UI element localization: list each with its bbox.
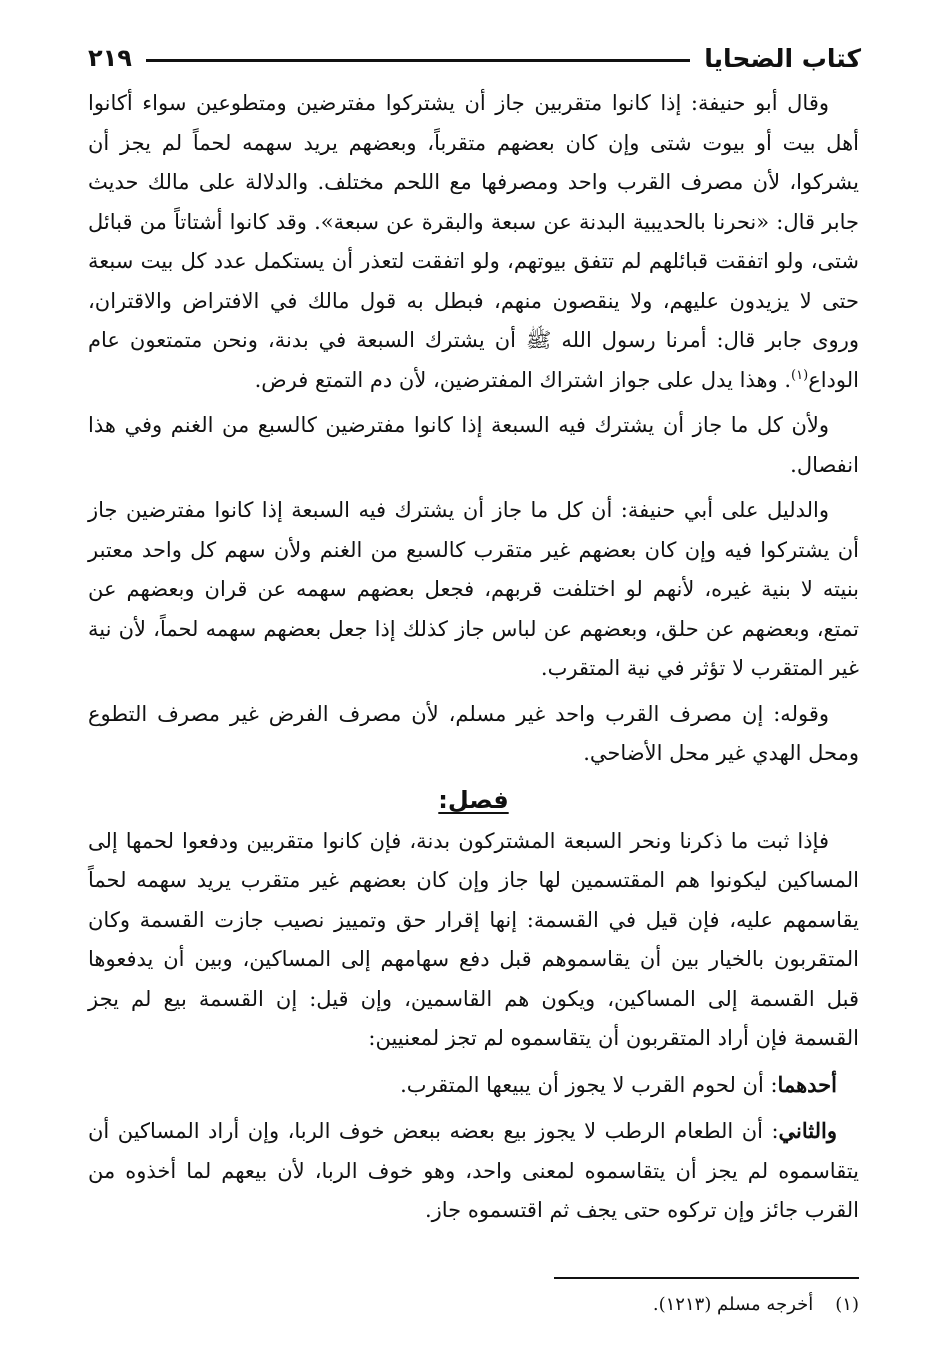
footnote-text: أخرجه مسلم (١٢١٣). (652, 1294, 814, 1315)
page-body (88, 84, 859, 1237)
item-1-text: : أن لحوم القرب لا يجوز أن يبيعها المتقرب. (400, 1072, 778, 1097)
paragraph-1-text: وقال أبو حنيفة: إذا كانوا متقربين جاز أن يشتركوا مفترضين ومتطوعين سواء أكانوا أهل بيت أو بيوت شتى وإن كان بعضهم متقرباً، وبعضهم يريد سهمه لحماً لم يجز أن يشركوا، لأن مصرف القرب واحد ومصرفها مع اللحم مختلف. والدلالة على مالك حديث جابر قال: «نحرنا بالحديبية البدنة عن سبعة والبقرة عن سبعة». وقد كانوا أشتاتاً من قبائل شتى، ولو اتفقت قبائلهم لم تتفق بيوتهم، ولو اتفقت لتعذر أن يستكمل عدد كل بيت سبعة حتى لا يزيدون عليهم، ولا ينقصون منهم، فبطل به قول مالك في الافتراض والاقتران، وروى جابر قال: أمرنا رسول الله ﷺ أن يشترك السبعة في بدنة، ونحن متمتعون عام الوداع (88, 91, 859, 392)
paragraph-1 (88, 84, 859, 400)
header-rule (146, 59, 690, 62)
footnote-separator (554, 1277, 859, 1279)
footnote (88, 1290, 859, 1320)
section-item-1 (88, 1065, 859, 1106)
footnote-marker: (١) (791, 367, 809, 383)
running-title: كتاب الضحايا (704, 43, 861, 73)
paragraph-3: والدليل على أبي حنيفة: أن كل ما جاز أن يشترك فيه السبعة إذا كانوا مفترضين جاز أن يشتركوا فيه وإن كان بعضهم غير متقرب كالسبع من الغنم ولأن سهم كل واحد معتبر بنيته لا بنية غيره، لأنهم لو اختلفت قربهم، فجعل بعضهم سهمه عن قران وبعضهم عن تمتع، وبعضهم عن حلق، وبعضهم عن لباس جاز كذلك إذا جعل بعضهم سهمه لحماً، لأن نية غير المتقرب لا تؤثر في نية المتقرب. (88, 498, 859, 680)
footnote-number: (١) (835, 1294, 859, 1315)
page-header (88, 38, 861, 78)
section-heading: فصل: (438, 785, 509, 814)
item-1-lead: أحدهما (777, 1071, 837, 1097)
paragraph-1-tail: . وهذا يدل على جواز اشتراك المفترضين، لأن دم التمتع فرض. (254, 367, 792, 392)
section-item-2 (88, 1111, 859, 1231)
page-number: ٢١٩ (88, 44, 132, 72)
paragraph-4: وقوله: إن مصرف القرب واحد غير مسلم، لأن مصرف الفرض غير مصرف التطوع ومحل الهدي غير محل الأضاحي. (88, 701, 859, 765)
item-2-text: : أن الطعام الرطب لا يجوز بيع بعضه ببعض خوف الربا، وإن أراد المساكين أن يتقاسموه لم يجز أن يتقاسموه لمعنى واحد، وهو خوف الربا، لأن بيعهم لما أخذوه من القرب جائز وإن تركوه حتى يجف ثم اقتسموه جاز. (88, 1119, 859, 1222)
paragraph-2: ولأن كل ما جاز أن يشترك فيه السبعة إذا كانوا مفترضين كالسبع من الغنم وفي هذا انفصال. (88, 413, 859, 477)
item-2-lead: والثاني (778, 1118, 837, 1143)
section-paragraph-1: فإذا ثبت ما ذكرنا ونحر السبعة المشتركون بدنة، فإن كانوا متقربين ودفعوا لحمها إلى المساكين ليكونوا هم المقتسمين لها جاز وإن كان بعضهم غير متقرب يريد سهمه لحماً يقاسمهم عليه، فإن قيل في القسمة: إنها إقرار حق وتمييز نصيب جازت القسمة وكان المتقربون بالخيار بين أن يقاسموهم قبل دفع سهامهم إلى المساكين، وبين أن يدفعوها قبل القسمة إلى المساكين، ويكون هم القاسمين، وإن قيل: إن القسمة بيع لم يجز القسمة فإن أراد المتقربون أن يتقاسموه لم تجز لمعنيين: (88, 828, 859, 1050)
